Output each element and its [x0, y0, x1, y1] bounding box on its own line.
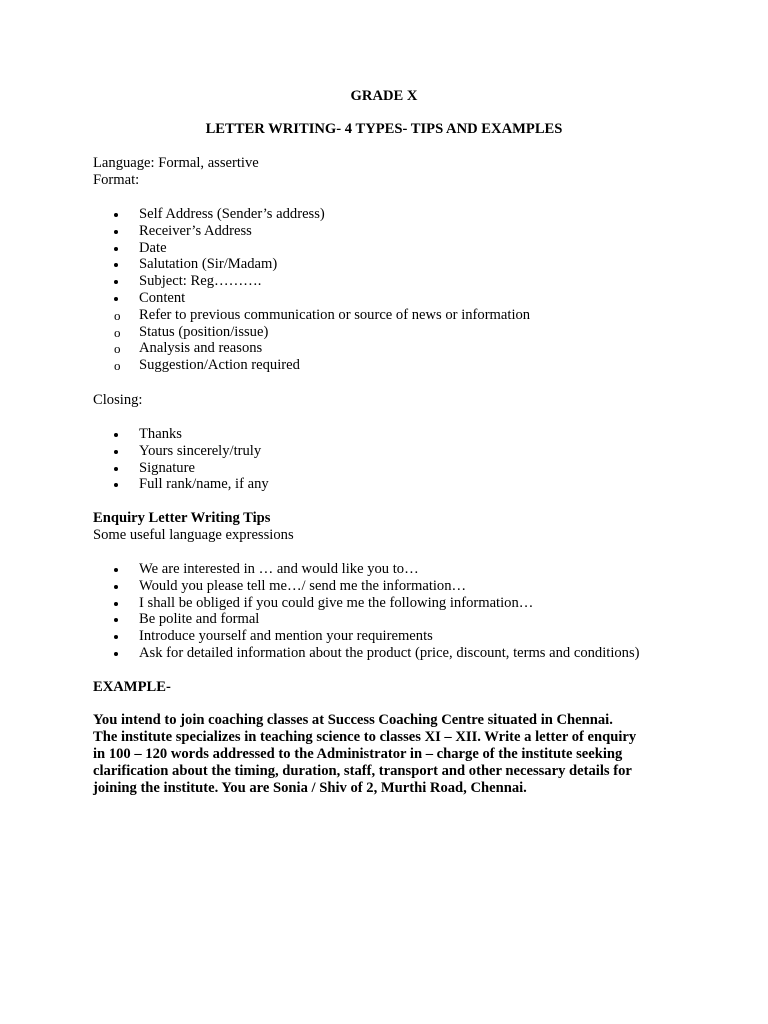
bullet-dot-icon [114, 450, 118, 454]
enquiry-heading: Enquiry Letter Writing Tips [93, 510, 271, 526]
closing-block [93, 392, 693, 409]
bullet-circle-icon: o [114, 307, 121, 323]
example-heading-block [93, 679, 693, 696]
bullet-dot-icon [114, 585, 118, 589]
list-item: Thanks [93, 426, 713, 443]
list-item: o Status (position/issue) [114, 323, 269, 340]
list-item: Date [93, 240, 713, 257]
list-item: We are interested in … and would like you to… [93, 561, 713, 578]
format-list [93, 206, 713, 374]
example-line: in 100 – 120 words addressed to the Administrator in – charge of the institute seeking [93, 746, 623, 762]
example-line: clarification about the timing, duration, staff, transport and other necessary details for [93, 763, 632, 779]
enquiry-list [93, 561, 713, 662]
format-label: Format: [93, 172, 140, 188]
list-item: Subject: Reg………. [93, 273, 713, 290]
list-item: Introduce yourself and mention your requirements [93, 628, 713, 645]
list-item: o Refer to previous communication or source of news or information [114, 306, 531, 323]
list-item: I shall be obliged if you could give me the following information… [93, 595, 713, 612]
list-item: o Analysis and reasons [114, 340, 263, 357]
list-item: Be polite and formal [93, 611, 713, 628]
list-item: Full rank/name, if any [93, 476, 713, 493]
closing-list [93, 426, 713, 493]
bullet-dot-icon [114, 635, 118, 639]
intro-block [93, 155, 693, 189]
example-line: You intend to join coaching classes at Success Coaching Centre situated in Chennai. [93, 712, 613, 728]
bullet-dot-icon [114, 247, 118, 251]
list-item: Signature [93, 460, 713, 477]
document-title: LETTER WRITING- 4 TYPES- TIPS AND EXAMPLES [205, 121, 563, 137]
list-item: Self Address (Sender’s address) [93, 206, 713, 223]
bullet-dot-icon [114, 652, 118, 656]
bullet-circle-icon: o [114, 341, 121, 357]
bullet-dot-icon [114, 433, 118, 437]
example-line: joining the institute. You are Sonia / Shiv of 2, Murthi Road, Chennai. [93, 780, 527, 796]
example-paragraph [93, 712, 683, 797]
bullet-dot-icon [114, 618, 118, 622]
bullet-dot-icon [114, 297, 118, 301]
bullet-circle-icon: o [114, 358, 121, 374]
list-item: o Suggestion/Action required [114, 357, 300, 374]
list-item: Content [93, 290, 713, 307]
list-item: Receiver’s Address [93, 223, 713, 240]
closing-label: Closing: [93, 392, 143, 408]
bullet-dot-icon [114, 602, 118, 606]
list-item: Ask for detailed information about the product (price, discount, terms and conditions) [93, 645, 713, 662]
bullet-dot-icon [114, 213, 118, 217]
bullet-dot-icon [114, 263, 118, 267]
language-line: Language: Formal, assertive [93, 155, 259, 171]
enquiry-block [93, 510, 693, 544]
list-item: Yours sincerely/truly [93, 443, 713, 460]
bullet-dot-icon [114, 483, 118, 487]
bullet-dot-icon [114, 467, 118, 471]
grade-title: GRADE X [350, 88, 418, 104]
example-line: The institute specializes in teaching science to classes XI – XII. Write a letter of enquiry [93, 729, 637, 745]
example-heading: EXAMPLE- [93, 679, 171, 695]
list-item: Salutation (Sir/Madam) [93, 256, 713, 273]
bullet-dot-icon [114, 568, 118, 572]
bullet-dot-icon [114, 280, 118, 284]
bullet-dot-icon [114, 230, 118, 234]
list-item: Would you please tell me…/ send me the information… [93, 578, 713, 595]
enquiry-subheading: Some useful language expressions [93, 527, 294, 543]
bullet-circle-icon: o [114, 324, 121, 340]
